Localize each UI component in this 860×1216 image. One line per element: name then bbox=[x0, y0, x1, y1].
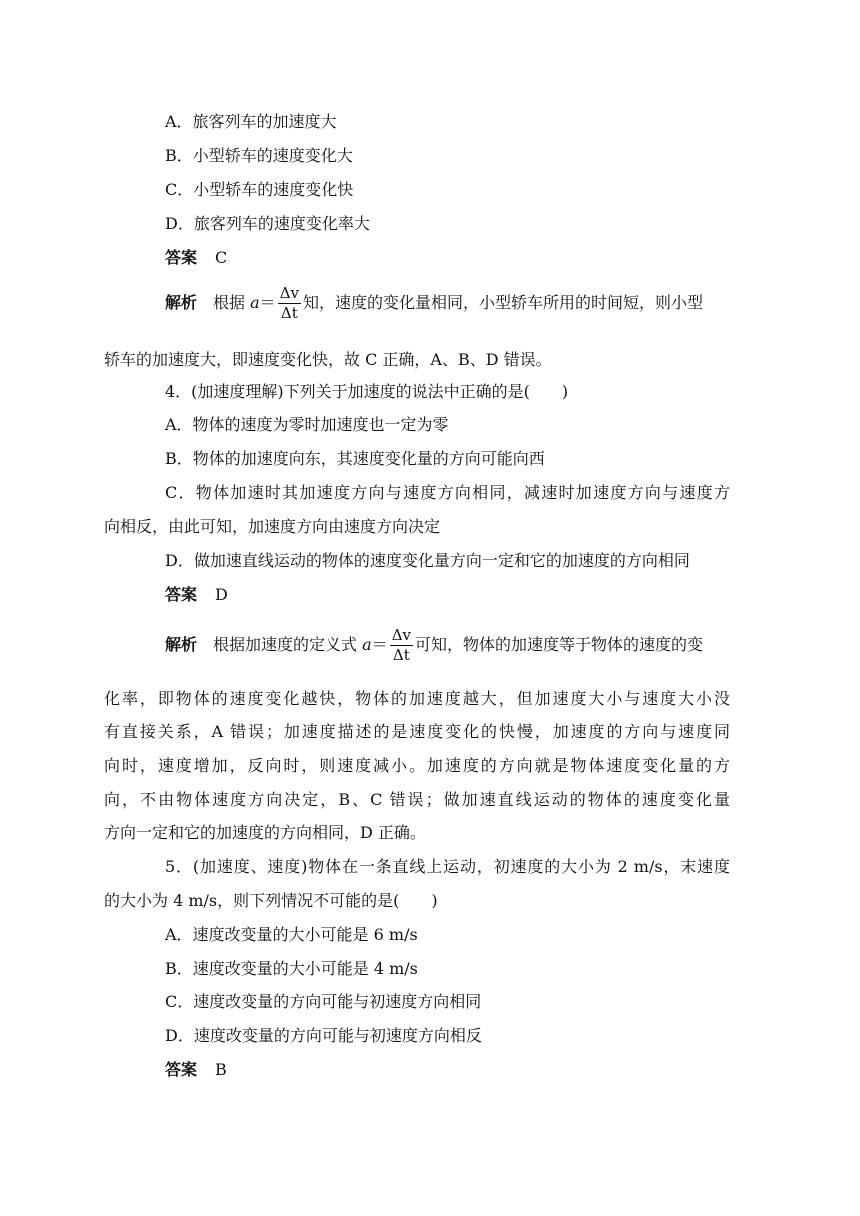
q5-option-d: D．速度改变量的方向可能与初速度方向相反 bbox=[165, 1026, 482, 1045]
analysis-label: 解析 bbox=[165, 635, 198, 654]
q4-analysis-line3: 有直接关系，A 错误；加速度描述的是速度变化的快慢，加速度的方向与速度同 bbox=[104, 722, 730, 741]
q3-analysis-line1 bbox=[165, 286, 730, 321]
q4-option-c-line2: 向相反，由此可知，加速度方向由速度方向决定 bbox=[104, 517, 441, 536]
answer-label: 答案 bbox=[165, 585, 198, 604]
formula-equals: ＝ bbox=[371, 635, 388, 654]
q3-option-c: C．小型轿车的速度变化快 bbox=[165, 180, 354, 199]
q3-option-b: B．小型轿车的速度变化大 bbox=[165, 146, 353, 165]
analysis-text: 根据 bbox=[213, 293, 246, 312]
analysis-text: 可知，物体的加速度等于物体的速度的变 bbox=[415, 635, 704, 654]
q5-stem-line1: 5．(加速度、速度)物体在一条直线上运动，初速度的大小为 2 m/s，末速度 bbox=[165, 857, 730, 876]
formula-fraction bbox=[278, 286, 301, 321]
formula-numerator: Δv bbox=[391, 626, 411, 644]
q5-answer bbox=[165, 1060, 227, 1080]
answer-value: C bbox=[215, 248, 228, 267]
formula-equals: ＝ bbox=[259, 293, 276, 312]
analysis-text: 根据加速度的定义式 bbox=[213, 635, 358, 654]
answer-value: D bbox=[215, 585, 228, 604]
q4-analysis-line4: 向时，速度增加，反向时，则速度减小。加速度的方向就是物体速度变化量的方 bbox=[104, 756, 730, 775]
q3-option-d: D．旅客列车的速度变化率大 bbox=[165, 214, 370, 233]
q5-option-c: C．速度改变量的方向可能与初速度方向相同 bbox=[165, 992, 482, 1011]
formula-numerator: Δv bbox=[279, 284, 299, 302]
formula-denominator: Δt bbox=[392, 646, 410, 664]
formula-variable: a bbox=[362, 635, 372, 654]
q3-answer bbox=[165, 248, 227, 268]
analysis-label: 解析 bbox=[165, 293, 198, 312]
q4-option-c-line1: C．物体加速时其加速度方向与速度方向相同，减速时加速度方向与速度方 bbox=[165, 483, 730, 502]
q4-analysis-line6: 方向一定和它的加速度的方向相同，D 正确。 bbox=[104, 823, 426, 842]
analysis-text: 知，速度的变化量相同，小型轿车所用的时间短，则小型 bbox=[303, 293, 704, 312]
q4-answer bbox=[165, 585, 228, 605]
q4-analysis-line2: 化率，即物体的速度变化越快，物体的加速度越大，但加速度大小与速度大小没 bbox=[104, 689, 730, 708]
answer-label: 答案 bbox=[165, 248, 198, 267]
answer-value: B bbox=[215, 1060, 227, 1079]
q4-analysis-line1 bbox=[165, 628, 730, 663]
q5-option-a: A．速度改变量的大小可能是 6 m/s bbox=[165, 925, 418, 944]
formula-variable: a bbox=[250, 293, 260, 312]
q3-option-a: A．旅客列车的加速度大 bbox=[165, 112, 337, 131]
q4-option-b: B．物体的加速度向东，其速度变化量的方向可能向西 bbox=[165, 449, 545, 468]
q4-option-a: A．物体的速度为零时加速度也一定为零 bbox=[165, 415, 449, 434]
formula-fraction bbox=[390, 628, 413, 663]
q4-stem: 4．(加速度理解)下列关于加速度的说法中正确的是( ) bbox=[165, 382, 569, 401]
q3-analysis-line2: 轿车的加速度大，即速度变化快，故 C 正确，A、B、D 错误。 bbox=[104, 350, 552, 369]
formula-denominator: Δt bbox=[280, 304, 298, 322]
q4-analysis-line5: 向，不由物体速度方向决定，B、C 错误；做加速直线运动的物体的速度变化量 bbox=[104, 790, 730, 809]
q5-option-b: B．速度改变量的大小可能是 4 m/s bbox=[165, 959, 418, 978]
answer-label: 答案 bbox=[165, 1060, 198, 1079]
q4-option-d: D．做加速直线运动的物体的速度变化量方向一定和它的加速度的方向相同 bbox=[165, 551, 690, 570]
q5-stem-line2: 的大小为 4 m/s，则下列情况不可能的是( ) bbox=[104, 891, 438, 910]
